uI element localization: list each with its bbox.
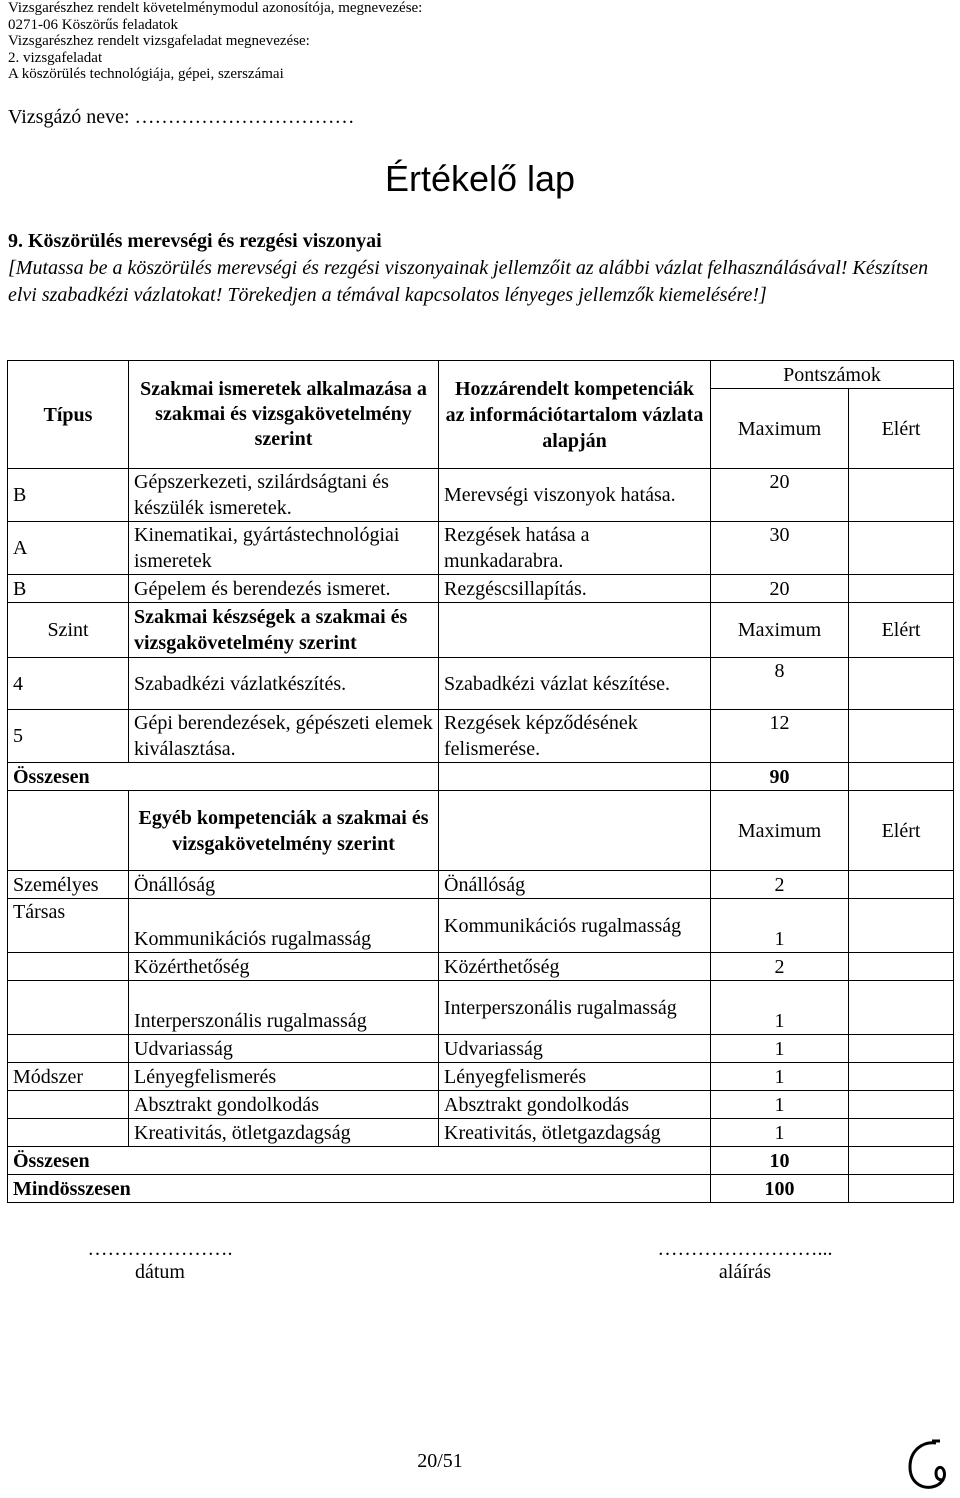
row-comp: Kommunikációs rugalmasság <box>439 899 711 953</box>
row-group <box>8 981 129 1035</box>
row-achieved <box>849 981 954 1035</box>
row-achieved <box>849 469 954 522</box>
row-group <box>8 1119 129 1147</box>
row-max: 1 <box>711 981 849 1035</box>
table-row <box>8 1035 954 1063</box>
page-number: 20/51 <box>417 1450 463 1472</box>
row-comp: Lényegfelismerés <box>439 1063 711 1091</box>
grand-total-label: Mindösszesen <box>8 1175 711 1203</box>
subtotal-row <box>8 763 954 791</box>
row-max: 12 <box>711 710 849 763</box>
logo-icon <box>902 1437 950 1498</box>
table-row <box>8 899 954 953</box>
row-desc: Közérthetőség <box>129 953 439 981</box>
row-level: 5 <box>8 710 129 763</box>
row-achieved <box>849 1063 954 1091</box>
signature-dots: ……………………... <box>657 1238 833 1260</box>
row-desc: Lényegfelismerés <box>129 1063 439 1091</box>
row-desc: Szabadkézi vázlatkészítés. <box>129 658 439 710</box>
row-type: B <box>8 575 129 603</box>
row-comp: Kreativitás, ötletgazdagság <box>439 1119 711 1147</box>
row-comp: Rezgések hatása a munkadarabra. <box>439 522 711 575</box>
row-max: 1 <box>711 1091 849 1119</box>
header-achieved: Elért <box>849 603 954 658</box>
row-desc: Gépelem és berendezés ismeret. <box>129 575 439 603</box>
date-label: dátum <box>135 1261 185 1283</box>
row-desc: Kommunikációs rugalmasság <box>129 899 439 953</box>
header-achieved: Elért <box>849 389 954 469</box>
table-row <box>8 981 954 1035</box>
subtotal-value: 10 <box>711 1147 849 1175</box>
task-description <box>8 228 938 309</box>
row-comp: Absztrakt gondolkodás <box>439 1091 711 1119</box>
row-achieved <box>849 575 954 603</box>
row-type: A <box>8 522 129 575</box>
header-other: Egyéb kompetenciák a szakmai és vizsgakövetelmény szerint <box>129 791 439 871</box>
row-comp: Szabadkézi vázlat készítése. <box>439 658 711 710</box>
row-achieved <box>849 1091 954 1119</box>
row-achieved <box>849 871 954 899</box>
signature-block <box>600 1238 890 1284</box>
table-row <box>8 575 954 603</box>
task-instruction: [Mutassa be a köszörülés merevségi és rezgési viszonyainak jellemzőit az alábbi vázlat felhasználásával! Készítsen elvi szabadkézi vázlatokat! Törekedjen a témával kapcsolatos lényeges jellemzők kiemelésére!] <box>8 257 929 306</box>
row-comp: Önállóság <box>439 871 711 899</box>
header-knowledge: Szakmai ismeretek alkalmazása a szakmai és vizsgakövetelmény szerint <box>129 361 439 469</box>
header-maximum: Maximum <box>711 791 849 871</box>
header-line: 2. vizsgafeladat <box>8 49 103 66</box>
row-desc: Kinematikai, gyártástechnológiai ismeretek <box>129 522 439 575</box>
date-signature-block <box>55 1238 265 1284</box>
header-competence: Hozzárendelt kompetenciák az információtartalom vázlata alapján <box>439 361 711 469</box>
page-title: Értékelő lap <box>384 158 576 199</box>
document-header <box>8 0 422 83</box>
header-maximum: Maximum <box>711 389 849 469</box>
row-max: 2 <box>711 953 849 981</box>
row-desc: Absztrakt gondolkodás <box>129 1091 439 1119</box>
table-row <box>8 1063 954 1091</box>
row-max: 1 <box>711 899 849 953</box>
header-level: Szint <box>8 603 129 658</box>
row-comp: Rezgéscsillapítás. <box>439 575 711 603</box>
table-row <box>8 1119 954 1147</box>
signature-label: aláírás <box>718 1261 772 1283</box>
row-level: 4 <box>8 658 129 710</box>
row-max: 1 <box>711 1035 849 1063</box>
grand-total-value: 100 <box>711 1175 849 1203</box>
row-desc: Interperszonális rugalmasság <box>129 981 439 1035</box>
header-achieved: Elért <box>849 791 954 871</box>
row-achieved <box>849 953 954 981</box>
header-points: Pontszámok <box>711 361 954 389</box>
row-comp: Rezgések képződésének felismerése. <box>439 710 711 763</box>
row-max: 20 <box>711 469 849 522</box>
subtotal-label: Összesen <box>8 763 439 791</box>
row-group: Módszer <box>8 1063 129 1091</box>
row-max: 1 <box>711 1119 849 1147</box>
row-comp: Közérthetőség <box>439 953 711 981</box>
row-group <box>8 953 129 981</box>
grand-total-row <box>8 1175 954 1203</box>
row-desc: Udvariasság <box>129 1035 439 1063</box>
table-row <box>8 469 954 522</box>
row-max: 8 <box>711 658 849 710</box>
row-comp: Udvariasság <box>439 1035 711 1063</box>
header-line: Vizsgarészhez rendelt követelménymodul azonosítója, megnevezése: <box>8 0 423 16</box>
subtotal-value: 90 <box>711 763 849 791</box>
row-group <box>8 1035 129 1063</box>
table-row <box>8 658 954 710</box>
table-row <box>8 522 954 575</box>
table-row <box>8 871 954 899</box>
row-desc: Önállóság <box>129 871 439 899</box>
table-row <box>8 953 954 981</box>
evaluation-table <box>7 360 954 1203</box>
header-line: 0271-06 Köszörűs feladatok <box>8 16 178 33</box>
row-comp: Merevségi viszonyok hatása. <box>439 469 711 522</box>
row-desc: Gépi berendezések, gépészeti elemek kiválasztása. <box>129 710 439 763</box>
row-max: 2 <box>711 871 849 899</box>
table-row <box>8 1091 954 1119</box>
row-group: Társas <box>8 899 129 953</box>
row-max: 1 <box>711 1063 849 1091</box>
header-line: Vizsgarészhez rendelt vizsgafeladat megnevezése: <box>8 33 310 49</box>
header-type: Típus <box>8 361 129 469</box>
row-max: 20 <box>711 575 849 603</box>
row-comp: Interperszonális rugalmasság <box>439 981 711 1035</box>
row-desc: Kreativitás, ötletgazdagság <box>129 1119 439 1147</box>
subtotal-row <box>8 1147 954 1175</box>
header-maximum: Maximum <box>711 603 849 658</box>
row-achieved <box>849 710 954 763</box>
row-desc: Gépszerkezeti, szilárdságtani és készülék ismeretek. <box>129 469 439 522</box>
header-skills: Szakmai készségek a szakmai és vizsgakövetelmény szerint <box>129 603 439 658</box>
row-group: Személyes <box>8 871 129 899</box>
task-heading: 9. Köszörülés merevségi és rezgési viszonyai <box>8 230 382 252</box>
table-row <box>8 710 954 763</box>
row-achieved <box>849 899 954 953</box>
row-type: B <box>8 469 129 522</box>
row-max: 30 <box>711 522 849 575</box>
row-achieved <box>849 1035 954 1063</box>
row-achieved <box>849 658 954 710</box>
row-achieved <box>849 1119 954 1147</box>
subtotal-label: Összesen <box>8 1147 711 1175</box>
date-dots: …………………. <box>87 1238 233 1260</box>
examinee-name-line <box>8 106 355 129</box>
examinee-dots: …………………………… <box>134 106 355 128</box>
examinee-label: Vizsgázó neve: <box>8 106 130 128</box>
row-group <box>8 1091 129 1119</box>
row-achieved <box>849 522 954 575</box>
header-line: A köszörülés technológiája, gépei, szerszámai <box>8 66 284 82</box>
